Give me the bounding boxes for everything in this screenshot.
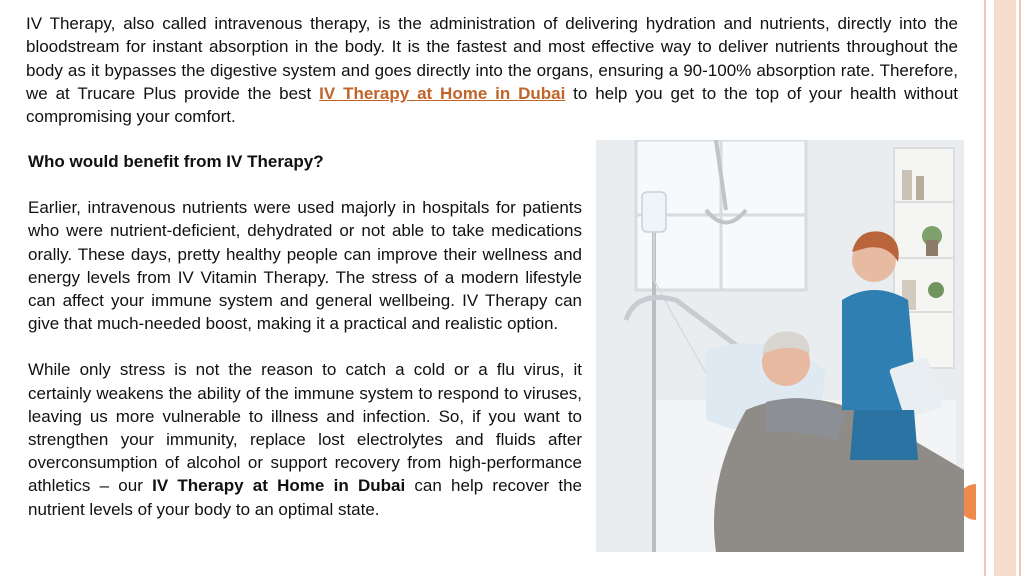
iv-therapy-link[interactable]: IV Therapy at Home in Dubai	[319, 83, 566, 103]
intro-text-after: to help you get to the top of your health without compromising your comfort.	[26, 83, 959, 127]
nurse-patient-photo	[596, 140, 964, 552]
paragraph-stress-bold: IV Therapy at Home in Dubai	[152, 476, 406, 496]
intro-text-before: IV Therapy, also called intravenous therapy, is the administration of delivering hydration and nutrients, directly into the bloodstream for instant absorption in the body. It is the fastest and most effective way to deliver nutrients throughout the body as it bypasses the digestive system and goes directly into the organs, ensuring a 90-100% absorption rate. Therefore, we at Trucare Plus provide the best	[26, 14, 958, 103]
benefit-section	[28, 150, 582, 544]
intro-paragraph	[26, 12, 958, 128]
paragraph-earlier: Earlier, intravenous nutrients were used majorly in hospitals for patients who were nutrient-deficient, dehydrated or not able to take medications orally. These days, pretty healthy people can improve their wellness and energy levels from IV Vitamin Therapy. The stress of a modern lifestyle can affect your immune system and general wellbeing. IV Therapy can give that much-needed boost, making it a practical and realistic option.	[28, 198, 582, 334]
frame-line	[984, 0, 986, 576]
paragraph-stress	[28, 358, 582, 520]
frame-band	[994, 0, 1016, 576]
paragraph-stress-after: can help recover the nutrient levels of your body to an optimal state.	[28, 476, 582, 519]
paragraph-stress-before: While only stress is not the reason to catch a cold or a flu virus, it certainly weakens the ability of the immune system to respond to viruses, leaving us more vulnerable to illness and infection. So, if you want to strengthen your immunity, replace lost electrolytes and fluids after overconsumption of alcohol or support recovery from high-performance athletics – our	[28, 360, 582, 496]
photo-illustration	[596, 140, 964, 552]
frame-line	[1019, 0, 1021, 576]
section-heading: Who would benefit from IV Therapy?	[28, 152, 324, 171]
